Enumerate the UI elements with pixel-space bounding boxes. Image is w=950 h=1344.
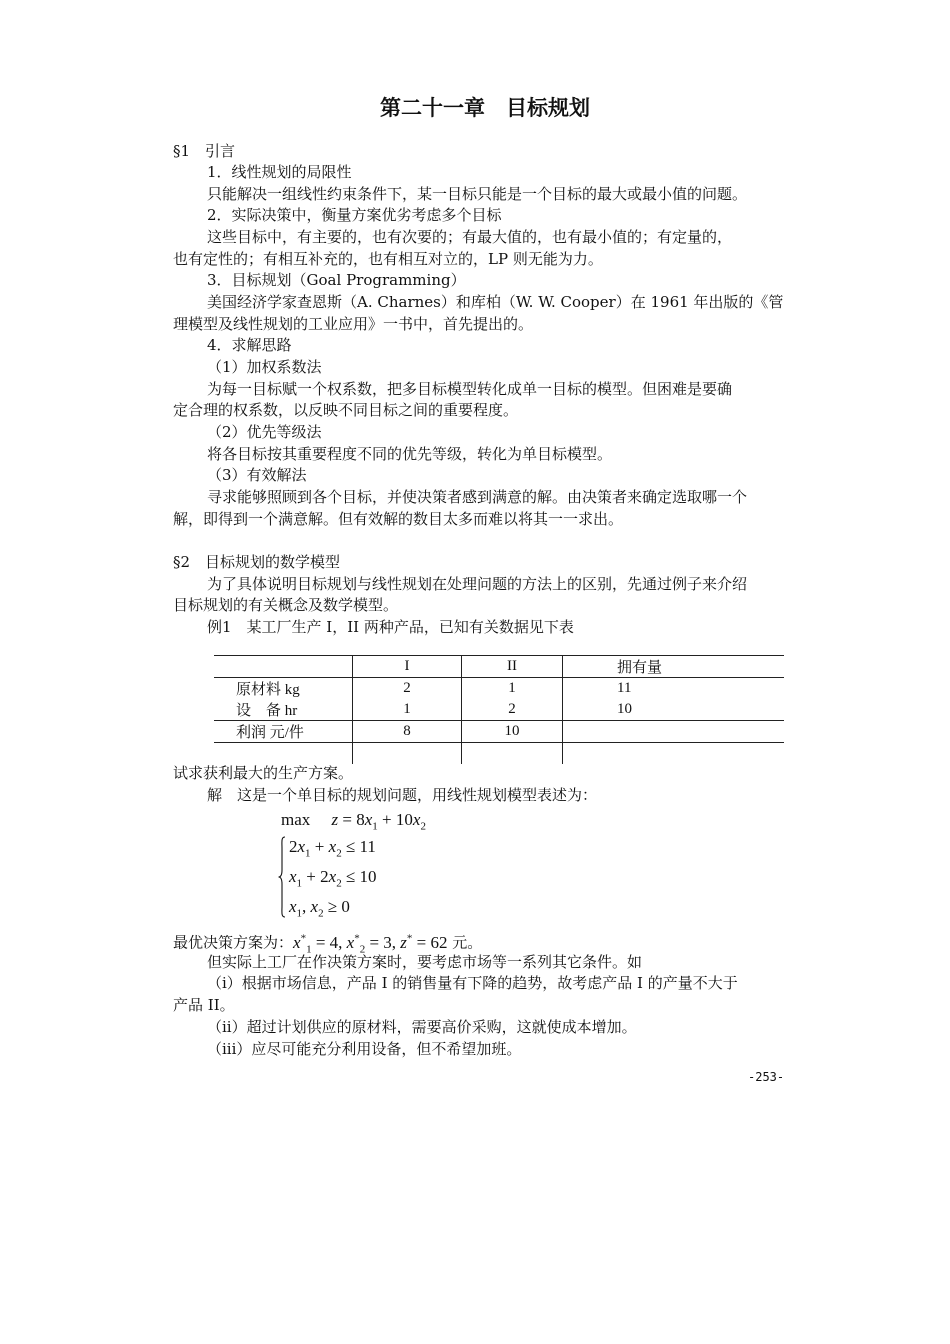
- math-sub: 1: [296, 907, 303, 920]
- chapter-title: 第二十一章 目标规划: [380, 95, 590, 120]
- paragraph-line: 为了具体说明目标规划与线性规划在处理问题的方法上的区别，先通过例子来介绍: [207, 575, 748, 593]
- page-number: -253-: [748, 1070, 785, 1084]
- table-row: [214, 678, 784, 700]
- math-var: x: [310, 897, 319, 916]
- paragraph-line: 试求获利最大的生产方案。: [173, 764, 354, 782]
- table-cell: 1: [462, 678, 563, 700]
- math-star: *: [300, 932, 307, 944]
- math-var: x: [289, 897, 297, 916]
- table-cell: 10: [462, 721, 563, 743]
- paragraph-line: 产品 II。: [173, 996, 235, 1014]
- table-header-cell: II: [462, 656, 563, 678]
- table-cell: [214, 743, 353, 765]
- objective-function: [281, 809, 426, 837]
- condition-line: （ii）超过计划供应的原材料，需要高价采购，这就使成本增加。: [207, 1018, 637, 1036]
- math-op: = 3,: [365, 932, 401, 952]
- table-cell: 8: [353, 721, 462, 743]
- paragraph-line: 这些目标中，有主要的，也有次要的；有最大值的，也有最小值的；有定量的，: [207, 228, 733, 246]
- paragraph-line: 理模型及线性规划的工业应用》一书中，首先提出的。: [173, 315, 534, 333]
- table-cell: [214, 656, 353, 678]
- math-rel: ≥ 0: [323, 897, 350, 916]
- paragraph-line: 也有定性的；有相互补充的，也有相互对立的，LP 则无能为力。: [173, 250, 603, 268]
- math-sub: 1: [372, 820, 378, 833]
- table-cell: [563, 721, 785, 743]
- table-cell: 10: [563, 699, 785, 721]
- paragraph-line: 只能解决一组线性约束条件下，某一目标只能是一个目标的最大或最小值的问题。: [207, 185, 748, 203]
- table-cell: 设 备 hr: [236, 703, 298, 719]
- item-heading: 4．求解思路: [207, 336, 292, 354]
- math-op: +: [310, 837, 329, 856]
- table-cell: 2: [353, 678, 462, 700]
- math-num: 2: [289, 837, 298, 856]
- unit-text: 元。: [447, 933, 483, 952]
- math-sub: 2: [318, 907, 324, 920]
- constraint-3: [289, 896, 350, 924]
- math-var: x: [328, 867, 337, 886]
- item-heading: 2．实际决策中，衡量方案优劣考虑多个目标: [207, 206, 502, 224]
- sub-item-heading: （2）优先等级法: [207, 423, 322, 441]
- table-row: [214, 743, 784, 765]
- table-cell: [353, 743, 462, 765]
- item-heading: 1．线性规划的局限性: [207, 163, 352, 181]
- math-sub: 2: [420, 820, 426, 833]
- math-var: x: [346, 932, 355, 952]
- sub-item-heading: （3）有效解法: [207, 466, 307, 484]
- paragraph-line: 美国经济学家查恩斯（A. Charnes）和库柏（W. W. Cooper）在 1961 年出版的《管: [207, 293, 784, 311]
- table-header-row: [214, 656, 784, 678]
- table-row: [214, 699, 784, 721]
- item-heading: 3．目标规划（Goal Programming）: [207, 271, 466, 289]
- math-op: = 62: [412, 932, 448, 952]
- table-header-cell: I: [353, 656, 462, 678]
- math-op: + 2: [302, 867, 329, 886]
- section-heading: §1 引言: [173, 142, 236, 160]
- math-op: = 8: [338, 810, 365, 829]
- math-var: z: [331, 810, 339, 829]
- math-rel: ≤ 10: [341, 867, 377, 886]
- math-var: x: [328, 837, 337, 856]
- paragraph-line: 但实际上工厂在作决策方案时，要考虑市场等一系列其它条件。如: [207, 953, 643, 971]
- math-sub: 2: [359, 943, 366, 956]
- math-op: + 10: [377, 810, 413, 829]
- section-heading: §2 目标规划的数学模型: [173, 553, 341, 571]
- constraint-1: [289, 836, 376, 864]
- math-var: z: [400, 932, 407, 952]
- math-sub: 2: [336, 877, 342, 890]
- math-sub: 1: [306, 943, 312, 956]
- table-cell: 原材料 kg: [236, 682, 300, 698]
- paragraph-line: 目标规划的有关概念及数学模型。: [173, 596, 399, 614]
- paragraph-line: 定合理的权系数，以反映不同目标之间的重要程度。: [173, 401, 519, 419]
- max-label: max: [281, 810, 311, 829]
- math-rel: ≤ 11: [341, 837, 376, 856]
- data-table: [214, 655, 784, 764]
- example-line: 例1 某工厂生产 I，II 两种产品，已知有关数据见下表: [207, 618, 574, 636]
- sub-item-heading: （1）加权系数法: [207, 358, 322, 376]
- solution-line: 解 这是一个单目标的规划问题，用线性规划模型表述为：: [207, 786, 598, 804]
- table-header-cell: 拥有量: [563, 656, 785, 678]
- math-var: x: [289, 867, 297, 886]
- table-cell: [462, 743, 563, 765]
- math-sub: 2: [336, 847, 342, 860]
- math-star: *: [354, 932, 360, 944]
- paragraph-line: 为每一目标赋一个权系数，把多目标模型转化成单一目标的模型。但困难是要确: [207, 380, 733, 398]
- math-var: x: [297, 837, 306, 856]
- math-var: x: [364, 810, 373, 829]
- paragraph-line: 解，即得到一个满意解。但有效解的数目太多而难以将其一一求出。: [173, 510, 624, 528]
- math-star: *: [406, 932, 413, 944]
- optimal-values: [293, 932, 448, 956]
- table-cell: 11: [563, 678, 785, 700]
- constraint-brace: [278, 836, 286, 918]
- table-cell: 1: [353, 699, 462, 721]
- table-cell: 利润 元/件: [214, 721, 353, 743]
- constraint-2: [289, 866, 377, 894]
- optimal-label: 最优决策方案为：: [173, 933, 294, 952]
- table-cell: [563, 743, 785, 765]
- math-op: = 4,: [311, 932, 347, 952]
- condition-line: （iii）应尽可能充分利用设备，但不希望加班。: [207, 1040, 522, 1058]
- math-var: x: [293, 932, 301, 952]
- math-var: x: [412, 810, 421, 829]
- table-cell: 2: [462, 699, 563, 721]
- math-op: ,: [302, 897, 311, 916]
- paragraph-line: 寻求能够照顾到各个目标，并使决策者感到满意的解。由决策者来确定选取哪一个: [207, 488, 748, 506]
- paragraph-line: 将各目标按其重要程度不同的优先等级，转化为单目标模型。: [207, 445, 613, 463]
- condition-line: （i）根据市场信息，产品 I 的销售量有下降的趋势，故考虑产品 I 的产量不大于: [207, 974, 738, 992]
- math-sub: 1: [296, 877, 303, 890]
- math-sub: 1: [305, 847, 311, 860]
- table-row: [214, 721, 784, 743]
